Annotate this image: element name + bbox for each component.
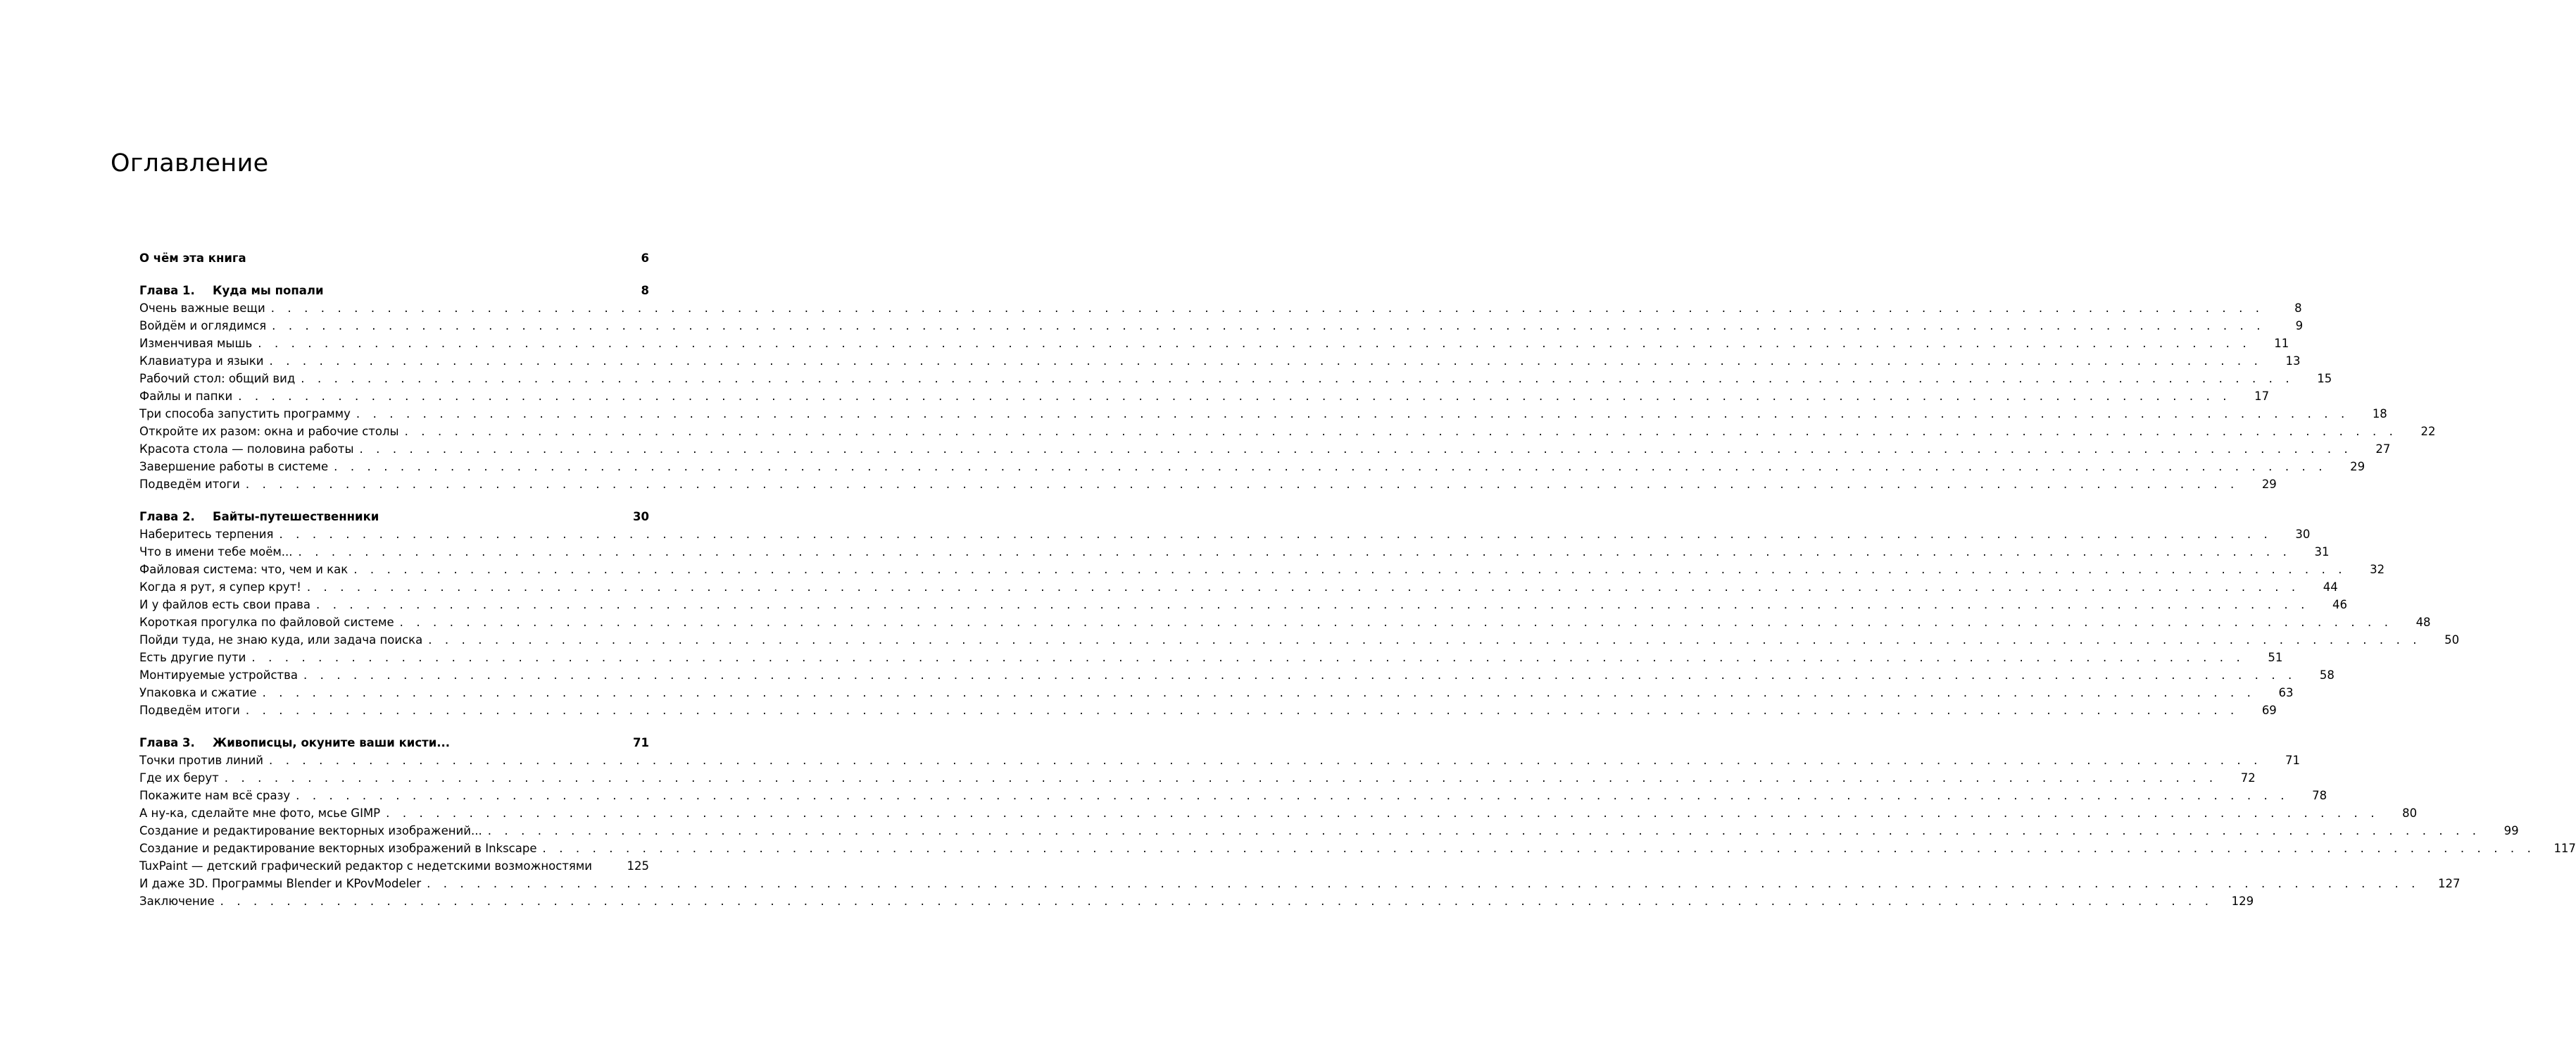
toc-entry[interactable] (139, 787, 2327, 804)
toc-entry[interactable] (139, 804, 2418, 822)
toc-entry-title: Точки против линий (139, 754, 264, 767)
section-spacer (139, 493, 649, 508)
dot-leader: . . . . . . . . . . . . . . . . . . . . . . . . . . . . . . . . . . . . . . . . . . . . . . . . . . . . . . . . . . . . . . . . . . . . . . . . . . . . . . . . . . . . . . . . . . . . . . . . . . . . . . . . . . . . . . . . . . . . . . . . (359, 442, 2353, 456)
toc-entry[interactable] (139, 475, 2277, 493)
toc-entry[interactable] (139, 405, 2387, 423)
dot-leader: . . . . . . . . . . . . . . . . . . . . . . . . . . . . . . . . . . . . . . . . . . . . . . . . . . . . . . . . . . . . . . . . . . . . . . . . . . . . . . . . . . . . . . . . . . . . . . . . . . . . . . . . . . . . . . . . . . . . . . . . (404, 425, 2398, 438)
toc-page-number: 125 (627, 859, 649, 873)
toc-entry-title: Создание и редактирование векторных изображений в Inkscape (139, 842, 537, 855)
toc-entry-title: Что в имени тебе моём... (139, 545, 293, 559)
dot-leader: . . . . . . . . . . . . . . . . . . . . . . . . . . . . . . . . . . . . . . . . . . . . . . . . . . . . . . . . . . . . . . . . . . . . . . . . . . . . . . . . . . . . . . . . . . . . . . . . . . . . . . . . . . . . . . . . . . . . . . . . (399, 616, 2393, 629)
toc-entry-title: Пойди туда, не знаю куда, или задача поиска (139, 633, 423, 647)
toc-chapter-heading[interactable] (139, 508, 649, 525)
toc-chapter-heading[interactable] (139, 282, 649, 299)
toc-page-number: 44 (2323, 580, 2338, 594)
toc-entry-title: Откройте их разом: окна и рабочие столы (139, 425, 399, 438)
toc-entry-title: Изменчивая мышь (139, 337, 253, 350)
dot-leader: . . . . . . . . . . . . . . . . . . . . . . . . . . . . . . . . . . . . . . . . . . . . . . . . . . . . . . . . . . . . . . . . . . . . . . . . . . . . . . . . . . . . . . . . . . . . . . . . . . . . . . . . . . . . . . . . . . . . . . . . (220, 894, 2213, 908)
toc-page-number: 15 (2317, 372, 2332, 385)
toc-entry[interactable] (139, 684, 2294, 702)
dot-leader: . . . . . . . . . . . . . . . . . . . . . . . . . . . . . . . . . . . . . . . . . . . . . . . . . . . . . . . . . . . . . . . . . . . . . . . . . . . . . . . . . . . . . . . . . . . . . . . . . . . . . . . . . . . . . . . . . . . . . . . . (427, 877, 2420, 890)
toc-page-number: 11 (2274, 337, 2289, 350)
dot-leader: . . . . . . . . . . . . . . . . . . . . . . . . . . . . . . . . . . . . . . . . . . . . . . . . . . . . . . . . . . . . . . . . . . . . . . . . . . . . . . . . . . . . . . . . . . . . . . . . . . . . . . . . . . . . . . . . . . . . . . . . (269, 754, 2262, 767)
toc-page-number: 80 (2402, 806, 2418, 820)
toc-entry[interactable] (139, 335, 2289, 352)
toc-page-number: 8 (641, 284, 649, 297)
toc-entry-title: Упаковка и сжатие (139, 686, 257, 699)
toc-page-number: 129 (2231, 894, 2254, 908)
toc-entry[interactable] (139, 752, 2300, 769)
dot-leader: . . . . . . . . . . . . . . . . . . . . . . . . . . . . . . . . . . . . . . . . . . . . . . . . . . . . . . . . . . . . . . . . . . . . . . . . . . . . . . . . . . . . . . . . . . . . . . . . . . . . . . . . . . . . . . . . . . . . . . . . (542, 842, 2536, 855)
dot-leader: . . . . . . . . . . . . . . . . . . . . . . . . . . . . . . . . . . . . . . . . . . . . . . . . . . . . . . . . . . . . . . . . . . . . . . . . . . . . . . . . . . . . . . . . . . . . . . . . . . . . . . . . . . . . . . . . . . . . . . . . (428, 633, 2422, 647)
dot-leader: . . . . . . . . . . . . . . . . . . . . . . . . . . . . . . . . . . . . . . . . . . . . . . . . . . . . . . . . . . . . . . . . . . . . . . . . . . . . . . . . . . . . . . . . . . . . . . . . . . . . . . . . . . . . . . . . . . . . . . . . (487, 824, 2481, 837)
toc-chapter-number: Глава 1. (139, 284, 195, 297)
dot-leader: . . . . . . . . . . . . . . . . . . . . . . . . . . . . . . . . . . . . . . . . . . . . . . . . . . . . . . . . . . . . . . . . . . . . . . . . . . . . . . . . . . . . . . . . . . . . . . . . . . . . . . . . . . . . . . . . . . . . . . . . (279, 528, 2273, 541)
toc-entry-title: Наберитесь терпения (139, 528, 274, 541)
toc-page-number: 99 (2503, 824, 2519, 837)
toc-entry-title: Заключение (139, 894, 215, 908)
dot-leader: . . . . . . . . . . . . . . . . . . . . . . . . . . . . . . . . . . . . . . . . . . . . . . . . . . . . . . . . . . . . . . . . . . . . . . . . . . . . . . . . . . . . . . . . . . . . . . . . . . . . . . . . . . . . . . . . . . . . . . . . (251, 651, 2245, 664)
toc-entry[interactable] (139, 769, 2256, 787)
toc-entry[interactable] (139, 892, 2254, 910)
toc-entry-title: Файловая система: что, чем и как (139, 563, 348, 576)
dot-leader: . . . . . . . . . . . . . . . . . . . . . . . . . . . . . . . . . . . . . . . . . . . . . . . . . . . . . . . . . . . . . . . . . . . . . . . . . . . . . . . . . . . . . . . . . . . . . . . . . . . . . . . . . . . . . . . . . . . . . . . . (356, 407, 2349, 420)
toc-entry[interactable] (139, 666, 2335, 684)
toc-entry[interactable] (139, 822, 2519, 840)
toc-page-number: 32 (2370, 563, 2385, 576)
toc-entry[interactable] (139, 299, 2302, 317)
toc-page-number: 9 (2295, 319, 2304, 332)
toc-entry[interactable] (139, 613, 2431, 631)
dot-leader: . . . . . . . . . . . . . . . . . . . . . . . . . . . . . . . . . . . . . . . . . . . . . . . . . . . . . . . . . . . . . . . . . . . . . . . . . . . . . . . . . . . . . . . . . . . . . . . . . . . . . . . . . . . . . . . . . . . . . . . . (245, 704, 2239, 717)
toc-entry[interactable] (139, 458, 2365, 475)
toc-entry-title: Когда я рут, я супер крут! (139, 580, 301, 594)
dot-leader: . . . . . . . . . . . . . . . . . . . . . . . . . . . . . . . . . . . . . . . . . . . . . . . . . . . . . . . . . . . . . . . . . . . . . . . . . . . . . . . . . . . . . . . . . . . . . . . . . . . . . . . . . . . . . . . . . . . . . . . . (298, 545, 2292, 559)
dot-leader: . . . . . . . . . . . . . . . . . . . . . . . . . . . . . . . . . . . . . . . . . . . . . . . . . . . . . . . . . . . . . . . . . . . . . . . . . . . . . . . . . . . . . . . . . . . . . . . . . . . . . . . . . . . . . . . . . . . . . . . . (303, 668, 2297, 682)
toc-entry-title: Красота стола — половина работы (139, 442, 354, 456)
toc-page-number: 78 (2312, 789, 2327, 802)
toc-entry[interactable] (139, 702, 2277, 719)
toc-chapter-number: Глава 2. (139, 510, 195, 523)
toc-entry[interactable] (139, 561, 2385, 578)
toc-entry-title: Клавиатура и языки (139, 354, 264, 368)
toc-page-number: 63 (2278, 686, 2294, 699)
toc-chapter-title-group (139, 508, 379, 525)
dot-leader: . . . . . . . . . . . . . . . . . . . . . . . . . . . . . . . . . . . . . . . . . . . . . . . . . . . . . . . . . . . . . . . . . . . . . . . . . . . . . . . . . . . . . . . . . . . . . . . . . . . . . . . . . . . . . . . . . . . . . . . . (353, 563, 2347, 576)
toc-entry[interactable] (139, 370, 2332, 387)
toc-page-number: 17 (2254, 389, 2270, 403)
toc-chapter-title: Байты-путешественники (213, 510, 379, 523)
toc-page-number: 69 (2261, 704, 2277, 717)
toc-chapter-title-group (139, 734, 450, 752)
dot-leader: . . . . . . . . . . . . . . . . . . . . . . . . . . . . . . . . . . . . . . . . . . . . . . . . . . . . . . . . . . . . . . . . . . . . . . . . . . . . . . . . . . . . . . . . . . . . . . . . . . . . . . . . . . . . . . . . . . . . . . . . (262, 686, 2256, 699)
dot-leader: . . . . . . . . . . . . . . . . . . . . . . . . . . . . . . . . . . . . . . . . . . . . . . . . . . . . . . . . . . . . . . . . . . . . . . . . . . . . . . . . . . . . . . . . . . . . . . . . . . . . . . . . . . . . . . . . . . . . . . . . (245, 478, 2239, 491)
dot-leader: . . . . . . . . . . . . . . . . . . . . . . . . . . . . . . . . . . . . . . . . . . . . . . . . . . . . . . . . . . . . . . . . . . . . . . . . . . . . . . . . . . . . . . . . . . . . . . . . . . . . . . . . . . . . . . . . . . . . . . . . (316, 598, 2309, 611)
toc-entry-title: Войдём и оглядимся (139, 319, 267, 332)
toc-page-number: 71 (2285, 754, 2300, 767)
toc-entry-title: Завершение работы в системе (139, 460, 329, 473)
toc-page-number: 50 (2444, 633, 2460, 647)
toc-entry-title: Подведём итоги (139, 478, 240, 491)
toc-page-number: 48 (2415, 616, 2431, 629)
dot-leader: . . . . . . . . . . . . . . . . . . . . . . . . . . . . . . . . . . . . . . . . . . . . . . . . . . . . . . . . . . . . . . . . . . . . . . . . . . . . . . . . . . . . . . . . . . . . . . . . . . . . . . . . . . . . . . . . . . . . . . . . (386, 806, 2380, 820)
toc-page-number: 30 (633, 510, 649, 523)
dot-leader: . . . . . . . . . . . . . . . . . . . . . . . . . . . . . . . . . . . . . . . . . . . . . . . . . . . . . . . . . . . . . . . . . . . . . . . . . . . . . . . . . . . . . . . . . . . . . . . . . . . . . . . . . . . . . . . . . . . . . . . . (272, 319, 2266, 332)
toc-entry-title: Короткая прогулка по файловой системе (139, 616, 394, 629)
toc-page-number: 22 (2420, 425, 2436, 438)
dot-leader: . . . . . . . . . . . . . . . . . . . . . . . . . . . . . . . . . . . . . . . . . . . . . . . . . . . . . . . . . . . . . . . . . . . . . . . . . . . . . . . . . . . . . . . . . . . . . . . . . . . . . . . . . . . . . . . . . . . . . . . . (334, 460, 2327, 473)
dot-leader: . . . . . . . . . . . . . . . . . . . . . . . . . . . . . . . . . . . . . . . . . . . . . . . . . . . . . . . . . . . . . . . . . . . . . . . . . . . . . . . . . . . . . . . . . . . . . . . . . . . . . . . . . . . . . . . . . . . . . . . . (306, 580, 2300, 594)
toc-page-number: 31 (2314, 545, 2330, 559)
section-spacer (139, 719, 649, 734)
toc-page-number: 18 (2372, 407, 2387, 420)
dot-leader: . . . . . . . . . . . . . . . . . . . . . . . . . . . . . . . . . . . . . . . . . . . . . . . . . . . . . . . . . . . . . . . . . . . . . . . . . . . . . . . . . . . . . . . . . . . . . . . . . . . . . . . . . . . . . . . . . . . . . . . . (296, 789, 2289, 802)
toc-entry-title: Три способа запустить программу (139, 407, 351, 420)
dot-leader: . . . . . . . . . . . . . . . . . . . . . . . . . . . . . . . . . . . . . . . . . . . . . . . . . . . . . . . . . . . . . . . . . . . . . . . . . . . . . . . . . . . . . . . . . . . . . . . . . . . . . . . . . . . . . . . . . . . . . . . . (224, 771, 2218, 785)
toc-entry-title: Есть другие пути (139, 651, 246, 664)
toc-entry[interactable] (139, 631, 2460, 649)
toc-entry-title: Монтируемые устройства (139, 668, 298, 682)
toc-chapter-number: Глава 3. (139, 736, 195, 749)
dot-leader: . . . . . . . . . . . . . . . . . . . . . . . . . . . . . . . . . . . . . . . . . . . . . . . . . . . . . . . . . . . . . . . . . . . . . . . . . . . . . . . . . . . . . . . . . . . . . . . . . . . . . . . . . . . . . . . . . . . . . . . . (301, 372, 2294, 385)
toc-chapter-title: Живописцы, окуните ваши кисти... (213, 736, 451, 749)
toc-page-number: 72 (2240, 771, 2256, 785)
toc-entry-title: Очень важные вещи (139, 301, 265, 315)
toc-entry[interactable] (139, 840, 2576, 857)
toc-entry[interactable] (139, 525, 2311, 543)
toc-entry-title: TuxPaint — детский графический редактор с недетскими возможностями (139, 859, 593, 873)
toc-entry-title: И у файлов есть свои права (139, 598, 311, 611)
toc-page-number: 8 (2294, 301, 2302, 315)
toc-entry-title: Файлы и папки (139, 389, 233, 403)
toc-page-number: 13 (2285, 354, 2301, 368)
toc-entry-title: А ну-ка, сделайте мне фото, мсье GIMP (139, 806, 381, 820)
toc-entry-title: Подведём итоги (139, 704, 240, 717)
toc-entry[interactable] (139, 543, 2330, 561)
dot-leader: . . . . . . . . . . . . . . . . . . . . . . . . . . . . . . . . . . . . . . . . . . . . . . . . . . . . . . . . . . . . . . . . . . . . . . . . . . . . . . . . . . . . . . . . . . . . . . . . . . . . . . . . . . . . . . . . . . . . . . . . (269, 354, 2263, 368)
table-of-contents (139, 249, 2576, 910)
toc-entry[interactable] (139, 875, 2461, 892)
toc-page-number: 46 (2332, 598, 2347, 611)
section-spacer (139, 267, 649, 282)
page-title: Оглавление (111, 149, 269, 177)
toc-page-number: 127 (2438, 877, 2461, 890)
toc-entry[interactable] (139, 352, 2301, 370)
dot-leader: . . . . . . . . . . . . . . . . . . . . . . . . . . . . . . . . . . . . . . . . . . . . . . . . . . . . . . . . . . . . . . . . . . . . . . . . . . . . . . . . . . . . . . . . . . . . . . . . . . . . . . . . . . . . . . . . . . . . . . . . (270, 301, 2264, 315)
toc-page-number: 29 (2261, 478, 2277, 491)
toc-entry-title: Создание и редактирование векторных изображений... (139, 824, 482, 837)
dot-leader: . . . . . . . . . . . . . . . . . . . . . . . . . . . . . . . . . . . . . . . . . . . . . . . . . . . . . . . . . . . . . . . . . . . . . . . . . . . . . . . . . . . . . . . . . . . . . . . . . . . . . . . . . . . . . . . . . . . . . . . . (238, 389, 2232, 403)
toc-chapter-title-group (139, 282, 324, 299)
toc-entry-title: Где их берут (139, 771, 219, 785)
toc-entry[interactable] (139, 578, 2338, 596)
toc-page-number: 71 (633, 736, 649, 749)
toc-entry[interactable] (139, 317, 2304, 335)
toc-entry[interactable] (139, 596, 2347, 613)
toc-intro-title: О чём эта книга (139, 251, 246, 265)
toc-entry[interactable] (139, 387, 2270, 405)
toc-page-number: 58 (2319, 668, 2335, 682)
dot-leader: . . . . . . . . . . . . . . . . . . . . . . . . . . . . . . . . . . . . . . . . . . . . . . . . . . . . . . . . . . . . . . . . . . . . . . . . . . . . . . . . . . . . . . . . . . . . . . . . . . . . . . . . . . . . . . . . . . . . . . . . (258, 337, 2251, 350)
toc-entry-title: Покажите нам всё сразу (139, 789, 291, 802)
toc-page-number: 27 (2375, 442, 2391, 456)
toc-page-number: 51 (2268, 651, 2283, 664)
toc-entry[interactable] (139, 857, 649, 875)
toc-page-number: 30 (2295, 528, 2311, 541)
toc-entry[interactable] (139, 423, 2436, 440)
toc-entry-title: И даже 3D. Программы Blender и KPovModeler (139, 877, 422, 890)
toc-page-number: 6 (641, 251, 649, 265)
toc-entry[interactable] (139, 440, 2391, 458)
toc-intro[interactable] (139, 249, 649, 267)
toc-chapter-heading[interactable] (139, 734, 649, 752)
toc-chapter-title: Куда мы попали (213, 284, 324, 297)
toc-page-number: 117 (2553, 842, 2576, 855)
toc-entry[interactable] (139, 649, 2283, 666)
toc-page-number: 29 (2350, 460, 2365, 473)
toc-entry-title: Рабочий стол: общий вид (139, 372, 296, 385)
